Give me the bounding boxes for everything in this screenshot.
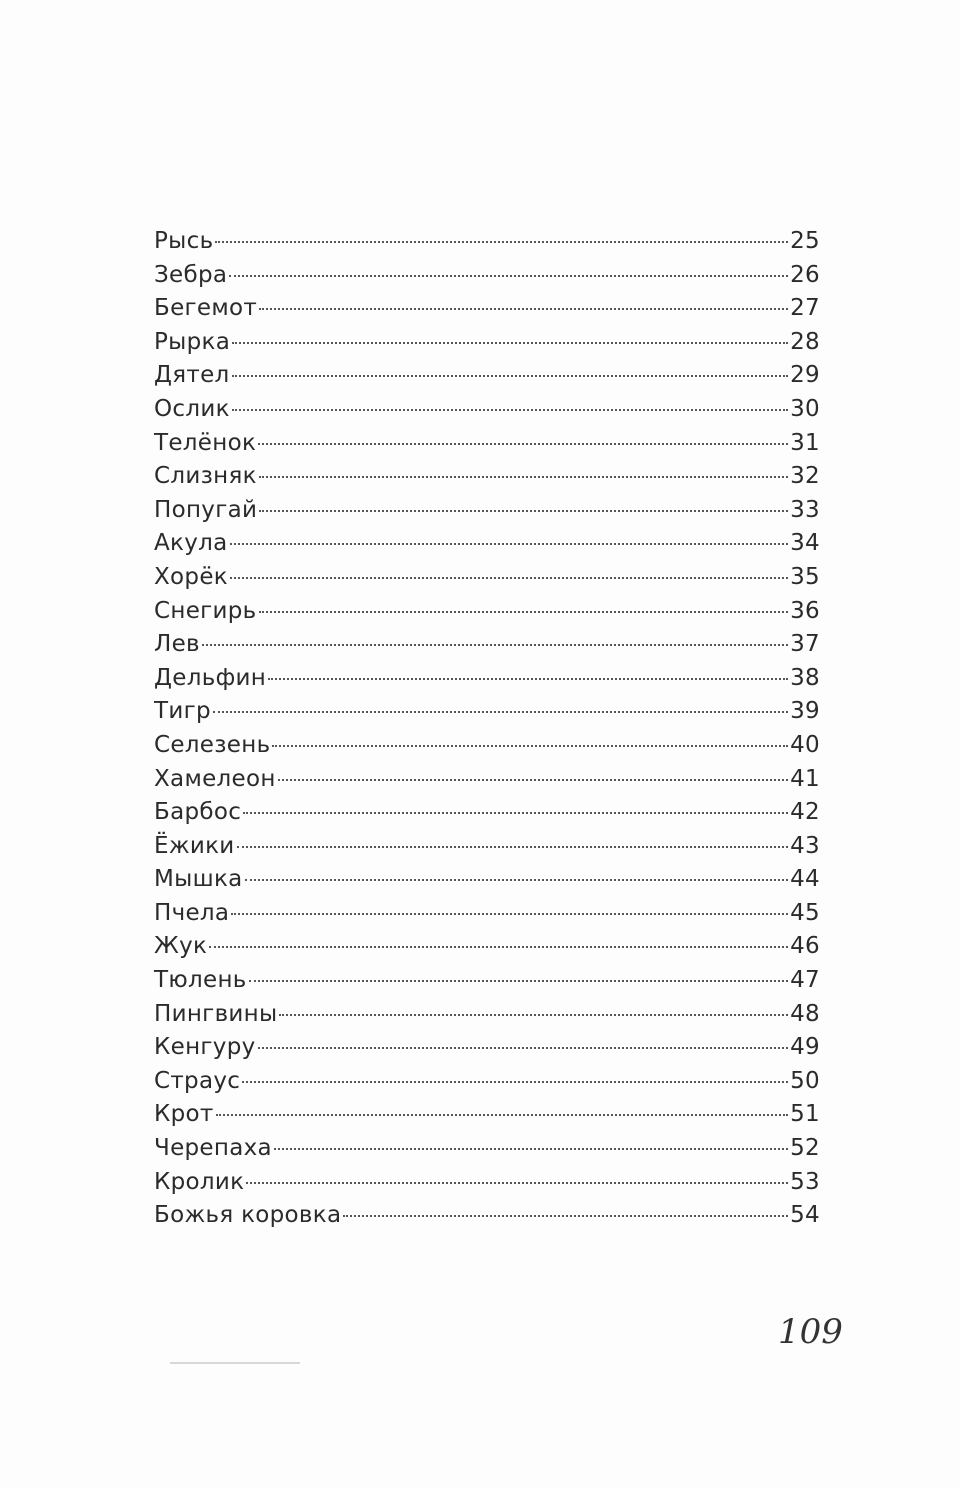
toc-dot-leader [245, 879, 789, 881]
toc-dot-leader [213, 711, 788, 713]
toc-dot-leader [246, 1182, 788, 1184]
toc-entry-title: Попугай [154, 496, 258, 523]
toc-entry [154, 1001, 820, 1035]
toc-entry-page: 32 [790, 463, 820, 490]
toc-entry-page: 27 [790, 295, 820, 322]
toc-entry-title: Хамелеон [154, 765, 276, 792]
toc-entry-page: 38 [790, 664, 820, 691]
toc-entry-page: 44 [790, 866, 820, 893]
toc-dot-leader [232, 409, 788, 411]
toc-dot-leader [259, 308, 788, 310]
toc-dot-leader [202, 644, 788, 646]
scan-smudge [170, 1362, 300, 1364]
toc-dot-leader [279, 1014, 788, 1016]
toc-entry-title: Барбос [154, 799, 242, 826]
toc-entry [154, 262, 820, 296]
toc-entry-page: 41 [790, 765, 820, 792]
toc-entry-page: 28 [790, 328, 820, 355]
toc-entry-page: 48 [790, 1000, 820, 1027]
toc-entry [154, 598, 820, 632]
toc-dot-leader [259, 611, 789, 613]
toc-entry [154, 530, 820, 564]
toc-entry-title: Пингвины [154, 1000, 278, 1027]
toc-entry-title: Крот [154, 1101, 214, 1128]
toc-entry-title: Слизняк [154, 463, 257, 490]
toc-entry [154, 430, 820, 464]
toc-entry-page: 43 [790, 832, 820, 859]
toc-entry [154, 362, 820, 396]
toc-entry [154, 329, 820, 363]
toc-dot-leader [272, 745, 788, 747]
toc-entry-title: Тюлень [154, 967, 247, 994]
toc-entry-title: Рысь [154, 228, 214, 254]
toc-entry-page: 47 [790, 967, 820, 994]
page-number: 109 [778, 1312, 843, 1352]
toc-entry [154, 396, 820, 430]
toc-entry-title: Акула [154, 530, 228, 557]
toc-entry [154, 933, 820, 967]
toc-entry-title: Божья коровка [154, 1202, 342, 1229]
toc-dot-leader [216, 1114, 789, 1116]
toc-entry-title: Хорёк [154, 563, 228, 590]
toc-dot-leader [237, 846, 789, 848]
toc-dot-leader [232, 342, 788, 344]
toc-entry [154, 866, 820, 900]
toc-dot-leader [249, 980, 788, 982]
toc-entry-title: Черепаха [154, 1135, 272, 1162]
toc-dot-leader [231, 913, 788, 915]
toc-entry-title: Снегирь [154, 597, 257, 624]
toc-entry-page: 39 [790, 698, 820, 725]
toc-dot-leader [232, 375, 789, 377]
toc-entry [154, 228, 820, 262]
toc-dot-leader [259, 476, 788, 478]
toc-dot-leader [274, 1148, 788, 1150]
toc-entry [154, 967, 820, 1001]
toc-entry-page: 33 [790, 496, 820, 523]
toc-entry [154, 766, 820, 800]
toc-entry-title: Кролик [154, 1168, 245, 1195]
toc-dot-leader [230, 543, 789, 545]
toc-entry-page: 26 [790, 261, 820, 288]
toc-entry-page: 34 [790, 530, 820, 557]
toc-entry-page: 45 [790, 899, 820, 926]
toc-entry-page: 25 [790, 228, 820, 254]
toc-entry-page: 29 [790, 362, 820, 389]
toc-entry [154, 1169, 820, 1203]
toc-dot-leader [209, 946, 788, 948]
toc-entry-page: 37 [790, 631, 820, 658]
toc-entry-page: 31 [790, 429, 820, 456]
toc-entry-title: Зебра [154, 261, 228, 288]
toc-entry [154, 463, 820, 497]
toc-entry-page: 49 [790, 1034, 820, 1061]
toc-entry [154, 497, 820, 531]
table-of-contents [154, 228, 820, 1236]
toc-entry-title: Рырка [154, 328, 231, 355]
toc-entry [154, 631, 820, 665]
toc-entry-title: Телёнок [154, 429, 257, 456]
toc-dot-leader [258, 443, 788, 445]
toc-dot-leader [242, 1081, 788, 1083]
toc-entry-title: Кенгуру [154, 1034, 256, 1061]
toc-entry-title: Жук [154, 933, 208, 960]
toc-entry-page: 51 [790, 1101, 820, 1128]
toc-dot-leader [230, 577, 788, 579]
toc-entry-page: 36 [790, 597, 820, 624]
toc-entry-title: Дельфин [154, 664, 267, 691]
toc-entry [154, 1135, 820, 1169]
toc-dot-leader [343, 1215, 788, 1217]
toc-entry-page: 50 [790, 1067, 820, 1094]
toc-entry-title: Селезень [154, 731, 271, 758]
toc-dot-leader [229, 275, 788, 277]
toc-entry [154, 1202, 820, 1236]
toc-dot-leader [243, 812, 788, 814]
toc-entry [154, 1034, 820, 1068]
toc-entry-page: 40 [790, 731, 820, 758]
toc-entry-title: Страус [154, 1067, 241, 1094]
toc-entry-title: Тигр [154, 698, 211, 725]
toc-entry-page: 52 [790, 1135, 820, 1162]
toc-entry-page: 42 [790, 799, 820, 826]
toc-entry [154, 900, 820, 934]
toc-entry [154, 698, 820, 732]
toc-entry [154, 1068, 820, 1102]
toc-entry [154, 564, 820, 598]
toc-entry [154, 732, 820, 766]
toc-entry-page: 53 [790, 1168, 820, 1195]
toc-entry [154, 1101, 820, 1135]
toc-entry-title: Лев [154, 631, 200, 658]
toc-entry-title: Ослик [154, 395, 230, 422]
toc-entry [154, 665, 820, 699]
toc-dot-leader [268, 678, 788, 680]
toc-dot-leader [259, 510, 788, 512]
toc-entry-page: 46 [790, 933, 820, 960]
toc-entry-page: 35 [790, 563, 820, 590]
toc-entry [154, 833, 820, 867]
toc-entry [154, 295, 820, 329]
toc-dot-leader [258, 1047, 789, 1049]
toc-entry-title: Бегемот [154, 295, 258, 322]
toc-entry-title: Мышка [154, 866, 243, 893]
toc-dot-leader [215, 241, 788, 243]
toc-entry-title: Дятел [154, 362, 230, 389]
toc-entry [154, 799, 820, 833]
toc-entry-page: 30 [790, 395, 820, 422]
toc-entry-title: Пчела [154, 899, 230, 926]
toc-entry-page: 54 [790, 1202, 820, 1229]
toc-dot-leader [278, 779, 788, 781]
toc-entry-title: Ёжики [154, 832, 235, 859]
